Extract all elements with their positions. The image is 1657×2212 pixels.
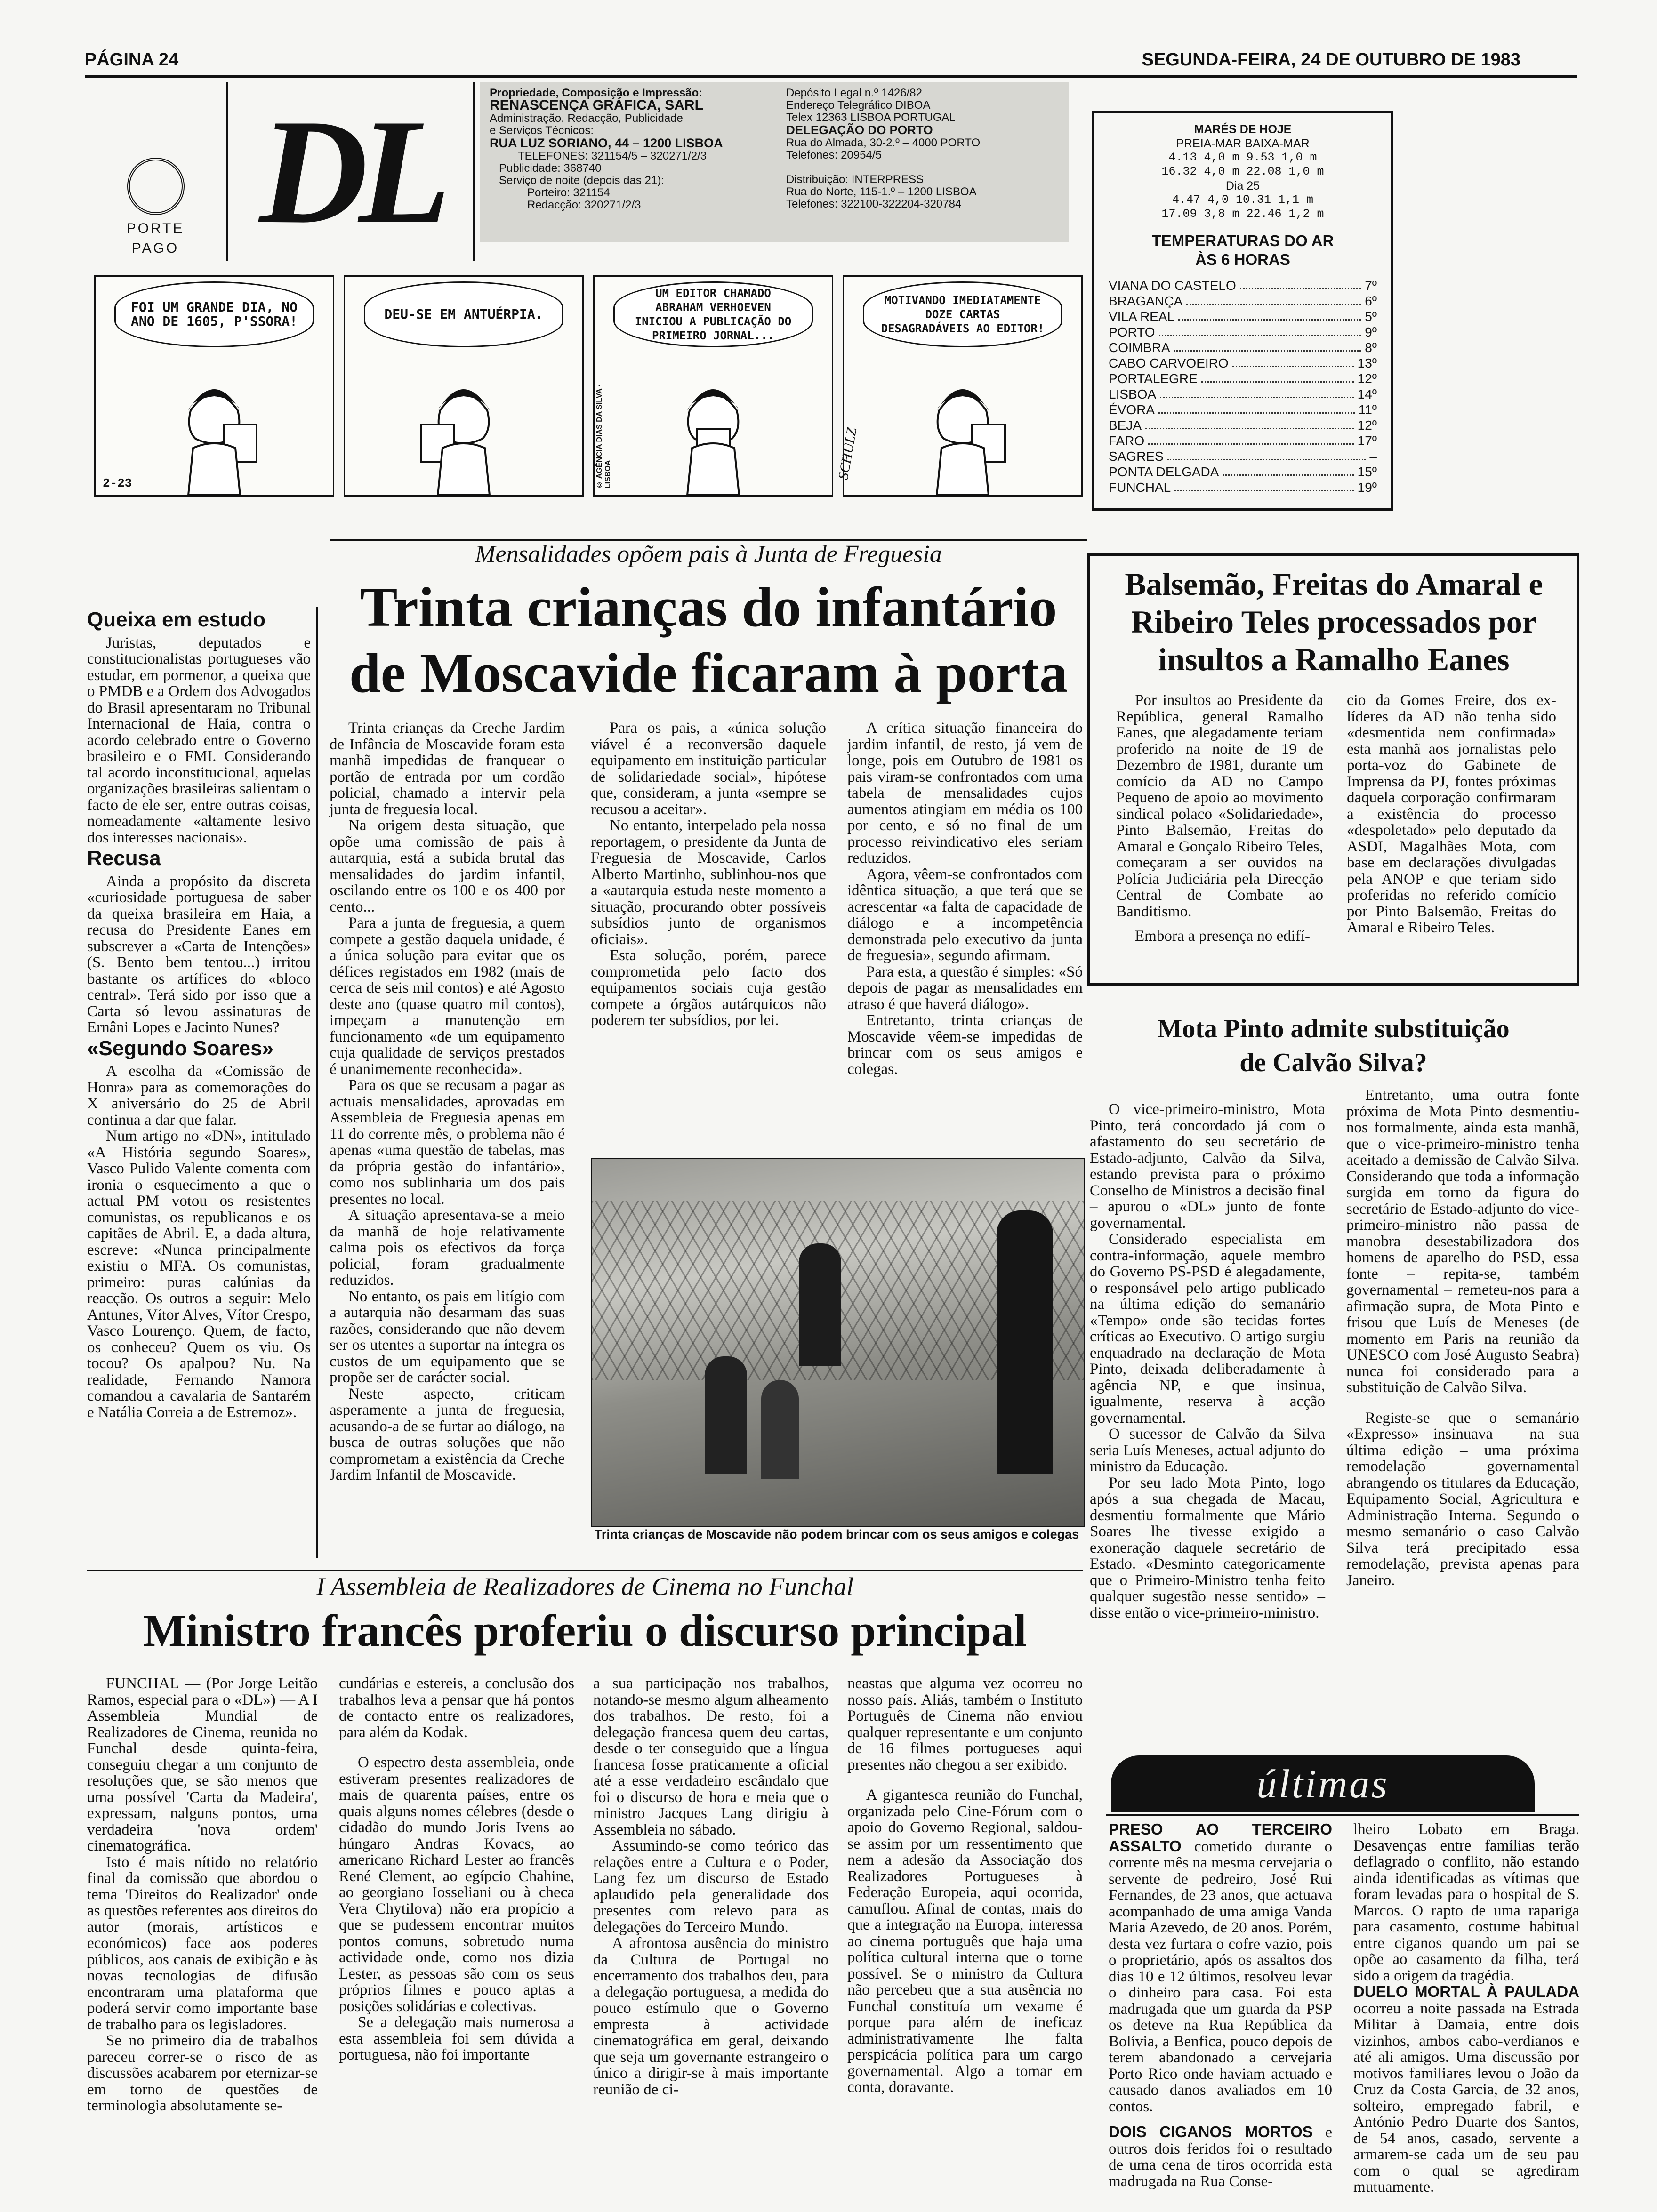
dot-leader (1223, 464, 1353, 476)
article1-headline (325, 574, 1092, 706)
imprint-box (480, 82, 1069, 242)
article4-headline: Ministro francês proferiu o discurso principal (143, 1605, 1027, 1656)
article3-column (1090, 1101, 1325, 1621)
ultimas-item (1109, 2124, 1332, 2189)
imprint-right (786, 87, 1064, 210)
article2-column (1347, 692, 1556, 936)
temperature-value: 5º (1365, 309, 1377, 324)
article1-paragraph: Entretanto, trinta crianças de Moscavide vêem-se impedidas de brincar com os seus amigos e colegas. (847, 1012, 1083, 1078)
tide-line: 4.13 4,0 m 9.53 1,0 m (1168, 151, 1317, 164)
temperature-list (1109, 278, 1377, 495)
temperature-row (1109, 433, 1377, 449)
porte-line: PORTE (126, 221, 185, 236)
dot-leader (1174, 340, 1361, 352)
ultimas-text: lheiro Lobato em Braga. Desavenças entre famílias terão deflagrado o conflito, não estando ainda identificadas as vítimas que foram levadas para o hospital de S. Marcos. O rapto de uma rapariga para casamento, costume habitual entre ciganos quando um pai se opõe ao casamento da filha, terá sido a origem da tragédia. (1353, 1821, 1579, 1984)
page-number: PÁGINA 24 (85, 50, 179, 70)
sidebar-heading: «Segundo Soares» (87, 1036, 274, 1060)
ultimas-item (1109, 1821, 1332, 2115)
speech-bubble: MOTIVANDO IMEDIATAMENTE DOZE CARTAS DESAGRADÁVEIS AO EDITOR! (863, 281, 1062, 347)
article3-paragraph: Entretanto, uma outra fonte próxima de Mota Pinto desmentiu-nos formalmente, ainda esta manhã, que o vice-primeiro-ministro tenha aceitado a demissão de Calvão Silva. Considerando que toda a informação surgida em torno da figura do secretário de Estado-adjunto do vice-primeiro-ministro não passa de manobra desestabilizadora dos homens de aparelho do PSD, essa fonte – repita-se, também governamental – remeteu-nos para a afirmação supra, de Mota Pinto e frisou que Luís de Meneses (de momento em Paris na reunião da UNESCO com José Augusto Seabra) nunca foi considerado para a substituição de Calvão Silva. (1346, 1087, 1579, 1396)
imprint-line: Telefones: 20954/5 (786, 149, 882, 161)
temperature-value: 11º (1358, 402, 1377, 417)
imprint-line: Telefones: 322100-322204-320784 (786, 198, 962, 210)
speech-bubble: UM EDITOR CHAMADO ABRAHAM VERHOEVEN INICIOU A PUBLICAÇÃO DO PRIMEIRO JORNAL... (613, 281, 813, 347)
column-rule (316, 607, 318, 1558)
children-at-gate-photo (591, 1158, 1085, 1527)
temperature-value: 15º (1357, 465, 1377, 479)
temperature-value: – (1369, 449, 1377, 464)
ultimas-rule (1106, 1814, 1579, 1816)
article4-paragraph: FUNCHAL — (Por Jorge Leitão Ramos, especial para o «DL») — A I Assembleia Mundial de Realizadores de Cinema, reunida no Funchal desde quinta-feira, conseguiu chegar a um conjunto de resoluções que, se são menos que uma possível 'Carta da Madeira', expressam, nalguns pontos, uma verdadeira 'nova ordem' cinematográfica. (87, 1675, 318, 1854)
article3-headline-line: Mota Pinto admite substituição (1157, 1014, 1510, 1043)
imprint-line: TELEFONES: 321154/5 – 320271/2/3 (518, 150, 707, 162)
porte-pago (113, 219, 198, 258)
dot-leader (1159, 324, 1361, 336)
article4-paragraph: Isto é mais nítido no relatório final da comissão que abordou o tema 'Direitos do Realizador' onde as questões referentes aos direitos do autor (morais, artísticos e económicos) face aos poderes públicos, aos canais de exibição e às novas tecnologias de difusão encontraram uma plataforma que poderá servir como importante base de trabalho para os legisladores. (87, 1853, 318, 2033)
tides-subtitle: PREIA-MAR BAIXA-MAR (1176, 137, 1310, 150)
article1-kicker: Mensalidades opõem pais à Junta de Freguesia (475, 541, 942, 568)
temperature-row (1109, 324, 1377, 340)
dot-leader (1240, 278, 1361, 289)
article3-paragraph: Por seu lado Mota Pinto, logo após a sua chegada de Macau, desmentiu formalmente que Mário Soares lhe tivesse exigido a exoneração daquele secretário de Estado. «Desminto categoricamente que o Primeiro-Ministro tenha feito qualquer sugestão nesse sentido» – disse então o vice-primeiro-ministro. (1090, 1474, 1325, 1621)
article4-kicker: I Assembleia de Realizadores de Cinema no Funchal (316, 1572, 854, 1601)
article1-headline-line: Trinta crianças do infantário (360, 576, 1057, 638)
agency-credit: © AGÊNCIA DIAS DA SILVA · LISBOA (595, 384, 612, 489)
article4-column (593, 1675, 828, 2098)
ultimas-text: e outros dois feridos foi o resultado de uma cena de tiros ocorrida esta madrugada na Rua Conse- (1109, 2124, 1332, 2190)
tides-table (1109, 136, 1377, 221)
imprint-line: Rua do Almada, 30-2.º – 4000 PORTO (786, 136, 981, 149)
temperature-value: 14º (1357, 387, 1377, 401)
temperature-title (1109, 232, 1377, 269)
article4-paragraph: O espectro desta assembleia, onde estiveram presentes realizadores de mais de quarenta países, entre os quais alguns nomes célebres (desde o cidadão do mundo Joris Ivens ao húngaro Andras Kovacs, ao americano Richard Lester ao francês René Clement, ao egípcio Chahine, ao georgiano Iosseliani ou à checa Vera Chytilova) não era propício a que se pudessem encontrar muitos pontos comuns, sobretudo numa actividade onde, como nos dizia Lester, as pessoas são com os seus próprios filmes e pouco aptas a posições solidárias e colectivas. (339, 1754, 574, 2015)
ultimas-column (1109, 1821, 1332, 2189)
article1-paragraph: Para os que se recusam a pagar as actuais mensalidades, aprovadas em Assembleia de Freguesia apenas em 11 do corrente mês, o problema não é apenas «uma questão de tabelas, mas da própria gestão do infantário», como nos sublinharia um dos pais presentes no local. (330, 1077, 565, 1208)
article2-paragraph: Embora a presença no edifí- (1135, 928, 1310, 945)
strip-date-code: 2-23 (103, 476, 132, 490)
peppermint-patty-figure (652, 354, 774, 495)
imprint-line (786, 161, 1064, 174)
dot-leader (1186, 293, 1361, 305)
imprint-line: Telex 12363 LISBOA PORTUGAL (786, 111, 956, 124)
temperature-row (1109, 386, 1377, 402)
comic-strip (94, 275, 1083, 501)
temperature-value: 8º (1365, 340, 1377, 355)
article3-column (1346, 1087, 1579, 1588)
city-name: VIANA DO CASTELO (1109, 278, 1236, 293)
dot-leader (1167, 449, 1366, 460)
city-name: PONTA DELGADA (1109, 465, 1219, 479)
article4-paragraph: Se no primeiro dia de trabalhos pareceu correr-se o risco de as discussões acabarem por eternizar-se em torno de questões de terminologia absolutamente se- (87, 2032, 318, 2114)
imprint-line: Redacção: 320271/2/3 (527, 199, 641, 211)
sidebar-paragraph: Ainda a propósito da discreta «curiosidade portuguesa de saber da queixa brasileira em Haia, a recusa do Presidente Eanes em subscrever a «Carta de Intenções» (S. Bento bem tentou...) irritou bastante os artífices do «bloco central». Terá sido por isso que a Carta só levou assinaturas de Ernâni Lopes e Jacinto Nunes? (87, 873, 311, 1036)
article4-column (339, 1675, 574, 2063)
tide-line: 17.09 3,8 m 22.46 1,2 m (1161, 207, 1324, 221)
dot-leader (1148, 433, 1353, 445)
article3-paragraph: O vice-primeiro-ministro, Mota Pinto, terá concordado já com o afastamento do seu secretário de Estado-adjunto, Calvão da Silva, estando prevista para o próximo Conselho de Ministros a decisão final – apurou o «DL» junto de fonte governamental. (1090, 1101, 1325, 1232)
imprint-line: RENASCENÇA GRÁFICA, SARL (490, 97, 703, 113)
page-header (85, 47, 1577, 78)
article1-paragraph: Neste aspecto, criticam asperamente a junta de freguesia, acusando-a de se furtar ao diálogo, na busca de outras soluções que não comprometam a existência da Creche Jardim Infantil de Moscavide. (330, 1385, 565, 1483)
temperature-value: 7º (1365, 278, 1377, 293)
imprint-line: DELEGAÇÃO DO PORTO (786, 123, 933, 137)
imprint-line: RUA LUZ SORIANO, 44 – 1200 LISBOA (490, 136, 723, 150)
temperature-row (1109, 449, 1377, 464)
ultimas-heading: DUELO MORTAL À PAULADA (1353, 1983, 1579, 2000)
imprint-line: Rua do Norte, 115-1.º – 1200 LISBOA (786, 185, 977, 198)
article1-column (847, 720, 1083, 1077)
dot-leader (1158, 402, 1355, 414)
article4-paragraph: Se a delegação mais numerosa a esta assembleia foi sem dúvida a portuguesa, não foi importante (339, 2014, 574, 2063)
temperature-row (1109, 293, 1377, 309)
article1-paragraph: A situação apresentava-se a meio da manhã de hoje relativamente calma pois os efectivos da força policial, foram gradualmente reduzidos. (330, 1207, 565, 1289)
kicker-rule (87, 1570, 1083, 1571)
imprint-line: Distribuição: INTERPRESS (786, 173, 924, 186)
city-name: LISBOA (1109, 387, 1157, 401)
article3-paragraph: O sucessor de Calvão da Silva seria Luís Meneses, actual adjunto do ministro da Educação. (1090, 1426, 1325, 1475)
article4-paragraph: cundárias e estereis, a conclusão dos trabalhos leva a pensar que há pontos de contacto entre os realizadores, para além da Kodak. (339, 1675, 574, 1741)
ultimas-item (1353, 1984, 1579, 2196)
temperature-row (1109, 417, 1377, 433)
article4-paragraph: a sua participação nos trabalhos, notando-se mesmo algum alheamento dos trabalhos. De resto, foi a delegação francesa quem deu cartas, desde o ter conseguido que a língua francesa fosse praticamente a oficial até a esse verdadeiro escândalo que foi o discurso de hora e meia que o ministro Jacques Lang dirigiu à Assembleia no sábado. (593, 1675, 828, 1838)
article3-headline (1087, 1012, 1579, 1080)
dot-leader (1178, 309, 1361, 321)
comic-panel (593, 275, 833, 497)
temperature-title-1: TEMPERATURAS DO AR (1151, 232, 1334, 249)
imprint-line: e Serviços Técnicos: (490, 124, 594, 137)
ultimas-heading: DOIS CIGANOS MORTOS (1109, 2123, 1313, 2140)
pago-line: PAGO (131, 240, 179, 256)
sidebar-paragraph: Juristas, deputados e constitucionalistas portugueses vão estudar, em pormenor, a queixa que o PMDB e a Ordem dos Advogados do Brasil apresentaram no Tribunal Internacional de Haia, contra o acordo celebrado entre o Governo brasileiro e o FMI. Considerando tal acordo inconstitucional, aquelas organizações brasileiras salientam o facto de ele ser, entre outras coisas, nomeadamente «altamente lesivo dos interesses nacionais». (87, 634, 311, 846)
dl-logo: DL (226, 82, 475, 261)
article4-paragraph: Assumindo-se como teórico das relações entre a Cultura e o Poder, Lang fez um discurso de Estado aplaudido pela generalidade dos presentes com relevo para as delegações do Terceiro Mundo. (593, 1837, 828, 1936)
article1-paragraph: Para os pais, a «única solução viável é a reconversão daquele equipamento em instituição particular de solidariedade social», hipótese que, consideram, a junta «sempre se recusou a aceitar». (591, 720, 826, 818)
crest-icon (127, 158, 185, 215)
city-name: FUNCHAL (1109, 480, 1171, 495)
article3-paragraph: Registe-se que o semanário «Expresso» insinuava – na sua última edição – uma próxima remodelação governamental abrangendo os titulares da Educação, Equipamento Social, Agricultura e Administração Interna. Segundo o mesmo semanário o caso Calvão Silva terá precipitado essa remodelação, prevista apenas para Janeiro. (1346, 1409, 1579, 1589)
tide-line: 16.32 4,0 m 22.08 1,0 m (1161, 165, 1324, 178)
imprint-line: Publicidade: 368740 (499, 162, 602, 175)
ultimas-text: cometido durante o corrente mês na mesma cervejaria o servente de pedreiro, José Rui Fernandes, de 23 anos, que actuava acompanhado de uma amiga Vanda Maria Azevedo, de 20 anos. Porém, desta vez furtara o cofre vazio, pois o proprietário, após os assaltos dos dias 10 e 12 últimos, resolveu levar o dinheiro para casa. Foi esta madrugada que um guarda da PSP os deteve na Rua República da Bolívia, a Benfica, pouco depois de terem abandonado a cervejaria Porto Rico onde haviam actuado e causado danos avaliados em 10 contos. (1109, 1838, 1332, 2115)
article4-paragraph: A afrontosa ausência do ministro da Cultura de Portugal no encerramento dos trabalhos deu, para a delegação portuguesa, a medida do pouco estímulo que o Governo empresta à actividade cinematográfica em geral, deixando que seja um governante estrangeiro o único a dirigir-se à mais importante reunião de ci- (593, 1935, 828, 2098)
artist-signature: SCHULZ (835, 426, 860, 481)
temperature-row (1109, 371, 1377, 386)
temperature-row (1109, 340, 1377, 355)
article4-column (847, 1675, 1083, 2096)
tide-line: Dia 25 (1225, 179, 1260, 192)
city-name: CABO CARVOEIRO (1109, 356, 1229, 370)
article4-column (87, 1675, 318, 2114)
temperature-title-2: ÀS 6 HORAS (1195, 251, 1290, 268)
sidebar-paragraph: A escolha da «Comissão de Honra» para as comemorações do X aniversário do 25 de Abril continua a dar que falar. (87, 1063, 311, 1129)
imprint-line: Endereço Telegráfico DIBOA (786, 99, 931, 112)
article2-column (1116, 692, 1323, 945)
article1-paragraph: Agora, vêem-se confrontados com idêntica situação, a que terá que se acrescentar «a falta de capacidade de diálogo e a incompetência demonstrada pelo executivo da junta de freguesia», segundo afirmam. (847, 866, 1083, 964)
photo-caption: Trinta crianças de Moscavide não podem brincar com os seus amigos e colegas (594, 1527, 1079, 1541)
temperature-value: 6º (1365, 294, 1377, 308)
article2-paragraph: Por insultos ao Presidente da República, general Ramalho Eanes, que alegadamente teriam proferido na noite de 19 de Dezembro de 1981, durante um comício da AD no Campo Pequeno de apoio ao movimento sindical polaco «Solidariedade», Pinto Balsemão, Freitas do Amaral e Gonçalo Ribeiro Teles, começaram a ser ouvidos na Polícia Judiciária pela Direcção Central de Combate ao Banditismo. (1116, 692, 1323, 920)
tide-line: 4.47 4,0 10.31 1,1 m (1172, 193, 1314, 207)
speech-bubble: DEU-SE EM ANTUÉRPIA. (364, 281, 563, 347)
city-name: PORTALEGRE (1109, 371, 1198, 386)
city-name: PORTO (1109, 325, 1155, 339)
tides-title: MARÉS DE HOJE (1194, 123, 1292, 136)
police-officer-figure (997, 1210, 1053, 1474)
city-name: ÉVORA (1109, 402, 1155, 417)
article3-headline-line: de Calvão Silva? (1239, 1048, 1427, 1077)
temperature-row (1109, 464, 1377, 480)
ultimas-column (1353, 1821, 1579, 2196)
article2-box (1087, 553, 1579, 986)
postage-block (85, 82, 240, 271)
temperature-row (1109, 309, 1377, 324)
city-name: BEJA (1109, 418, 1142, 433)
temperature-value: 13º (1357, 356, 1377, 370)
article3-paragraph: Considerado especialista em contra-informação, aquele membro do Governo PS-PSD é alegadamente, o responsável pelo artigo publicado na última edição do semanário «Tempo» onde são tecidas fortes críticas ao Executivo. O artigo surgiu enquadrado na declaração de Mota Pinto, deixada deliberadamente à agência NP, e que insinua, igualmente, reserva à acção governamental. (1090, 1231, 1325, 1427)
temperature-row (1109, 402, 1377, 417)
imprint-left (490, 87, 781, 211)
city-name: COIMBRA (1109, 340, 1170, 355)
sidebar-paragraph: Num artigo no «DN», intitulado «A História segundo Soares», Vasco Pulido Valente comenta com ironia o esquecimento a que o actual PM votou os resistentes comunistas, os republicanos e os capitães de Abril. E, a dada altura, escreve: «Nunca principalmente existiu o MFA. Os comunistas, primeiro: puras calúnias da reacção. Os outros a seguir: Melo Antunes, Vítor Alves, Vítor Crespo, Vasco Lourenço. Quem, de facto, os conheceu? Quem os viu. Os tocou? Os apalpou? Nu. Na realidade, Fernando Namora comandou a cavalaria de Santarém e Natália Correia a de Estremoz». (87, 1128, 311, 1421)
city-name: FARO (1109, 433, 1145, 448)
temperature-row (1109, 278, 1377, 293)
temperature-value: 17º (1357, 433, 1377, 448)
masthead (85, 82, 1073, 271)
article4-paragraph: A gigantesca reunião do Funchal, organizada pelo Cine-Fórum com o apoio do Governo Regional, saldou-se assim por um ressentimento que nem a adesão da Associação dos Realizadores Portugueses à Federação Europeia, aqui ocorrida, camuflou. Afinal de contas, mais do que a integração na Europa, interessa ao cinema português que haja uma política cultural interna que o torne possível. Se o ministro da Cultura não percebeu que a sua ausência no Funchal constituía um vexame é porque para além de ineficaz administrativamente lhe falta perspicácia política para um cargo governamental. Algo a tomar em conta, doravante. (847, 1787, 1083, 2096)
comic-panel (344, 275, 584, 497)
dot-leader (1232, 355, 1354, 367)
temperature-value: 9º (1365, 325, 1377, 339)
article1-paragraph: Esta solução, porém, parece comprometida pelo facto dos equipamentos sociais cuja gestão compete a órgãos autárquicos não poderem ter subsídios, por lei. (591, 947, 826, 1029)
article4-paragraph: neastas que alguma vez ocorreu no nosso país. Aliás, também o Instituto Português de Cinema não enviou qualquer representante e um conjunto de 16 filmes portugueses aqui presentes não chegou a ser exibido. (847, 1675, 1083, 1773)
child-figure (761, 1380, 799, 1479)
comic-panel (835, 275, 1083, 497)
imprint-line: Administração, Redacção, Publicidade (490, 112, 683, 125)
city-name: BRAGANÇA (1109, 294, 1183, 308)
imprint-line: Depósito Legal n.º 1426/82 (786, 87, 922, 99)
sidebar-heading: Recusa (87, 847, 161, 870)
sidebar-column (87, 607, 311, 1420)
article1-paragraph: Para esta, a questão é simples: «Só depois de pagar as mensalidades em atraso é que haverá diálogo». (847, 963, 1083, 1013)
ultimas-text: ocorreu a noite passada na Estrada Militar à Damaia, entre dois vizinhos, ambos cabo-verdianos e até ali amigos. Uma discussão por motivos familiares levou o João da Cruz da Costa Garcia, de 32 anos, solteiro, empregado fabril, e António Pedro Duarte dos Santos, de 54 anos, casado, servente a armarem-se cada um de seu pau com o qual se agrediram mutuamente. (1353, 2000, 1579, 2196)
temperature-value: 12º (1357, 371, 1377, 386)
article1-paragraph: A crítica situação financeira do jardim infantil, de resto, já vem de longe, pois em Outubro de 1981 os pais viram-se confrontados com uma tabela de mensalidades cujos aumentos atingiam em média os 100 por cento, e só no final de um processo reivindicativo eles seriam reduzidos. (847, 720, 1083, 866)
temperature-value: 19º (1357, 480, 1377, 495)
imprint-line: Porteiro: 321154 (527, 186, 610, 199)
ultimas-banner: últimas (1111, 1755, 1535, 1812)
article1-paragraph: Trinta crianças da Creche Jardim de Infância de Moscavide foram esta manhã impedidas de franquear o portão de entrada por um cordão policial, chamado a intervir pela junta de freguesia local. (330, 720, 565, 818)
dot-leader (1174, 480, 1353, 491)
child-figure (705, 1356, 747, 1474)
peppermint-patty-figure (901, 354, 1024, 495)
issue-date: SEGUNDA-FEIRA, 24 DE OUTUBRO DE 1983 (1142, 50, 1520, 70)
article1-paragraph: No entanto, os pais em litígio com a autarquia não desarmam das suas razões, considerando que não devem ser os utentes a suportar na íntegra os custos de um equipamento que se propõe ser de carácter social. (330, 1288, 565, 1386)
article1-paragraph: Na origem desta situação, que opõe uma comissão de pais à autarquia, está a subida brutal das mensalidades do jardim infantil, oscilando entre os 100 e os 400 por cento... (330, 817, 565, 915)
city-name: VILA REAL (1109, 309, 1175, 324)
city-name: SAGRES (1109, 449, 1164, 464)
peppermint-patty-figure (153, 354, 275, 495)
article1-headline-line: de Moscavide ficaram à porta (349, 641, 1068, 704)
speech-bubble: FOI UM GRANDE DIA, NO ANO DE 1605, P'SSORA! (114, 281, 314, 347)
article2-paragraph: cio da Gomes Freire, dos ex-líderes da AD não tenha sido «desmentida nem confirmada» esta manhã aos jornalistas pelo porta-voz do Gabinete de Imprensa da PJ, fontes próximas daquela corporação confirmaram a existência do processo «despoletado» pelo deputado da ASDI, Magalhães Mota, com base em declarações divulgadas pela ANOP e que teriam sido proferidas no referido comício por Pinto Balsemão, Freitas do Amaral e Ribeiro Teles. (1347, 692, 1556, 936)
tides-temperature-box (1092, 111, 1393, 511)
article2-headline: Balsemão, Freitas do Amaral e Ribeiro Teles processados por insultos a Ramalho Eanes (1125, 566, 1543, 677)
dot-leader (1201, 371, 1354, 383)
article1-column (330, 720, 565, 1483)
imprint-line: Serviço de noite (depois das 21): (499, 174, 664, 187)
adult-figure (799, 1243, 841, 1366)
imprint-line: Propriedade, Composição e Impressão: (490, 87, 703, 99)
article1-column (591, 720, 826, 1029)
ultimas-heading: PRESO AO TERCEIRO ASSALTO (1109, 1820, 1332, 1855)
temperature-row (1109, 355, 1377, 371)
dot-leader (1145, 417, 1354, 429)
article1-paragraph: Para a junta de freguesia, a quem compete a gestão daquela unidade, é a única solução para evitar que os défices registados em 1982 (mais de cerca de seis mil contos) e até Agosto deste ano (quase quatro mil contos), impeçam a manutenção em funcionamento «de um equipamento cuja qualidade de serviços prestados é unanimemente reconhecida». (330, 914, 565, 1078)
comic-panel (94, 275, 334, 497)
peppermint-patty-figure (402, 354, 525, 495)
temperature-value: 12º (1357, 418, 1377, 433)
article1-paragraph: No entanto, interpelado pela nossa reportagem, o presidente da Junta de Freguesia de Moscavide, Carlos Alberto Martinho, sublinhou-nos que a «autarquia estuda neste momento a situação, procurando obter possíveis subsídios junto de organismos oficiais». (591, 817, 826, 948)
sidebar-heading: Queixa em estudo (87, 608, 266, 631)
dot-leader (1160, 386, 1353, 398)
temperature-row (1109, 480, 1377, 495)
